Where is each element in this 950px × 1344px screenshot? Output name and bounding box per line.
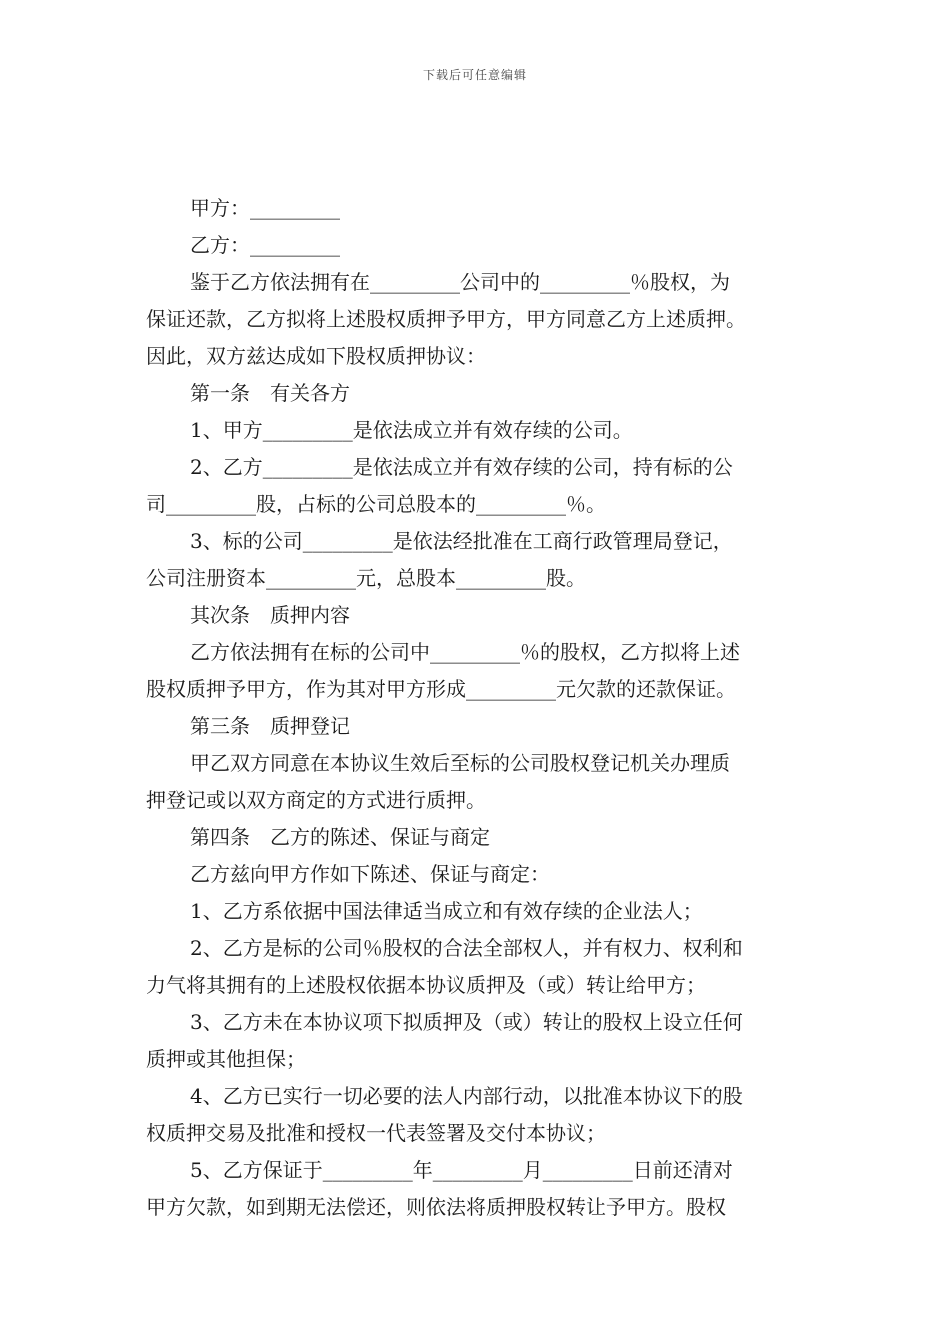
text-line: 质押或其他担保；	[146, 1047, 306, 1071]
text-line: 鉴于乙方依法拥有在_________公司中的_________％股权，为	[190, 270, 730, 294]
text-line: 乙方：_________	[190, 233, 340, 257]
text-line: 3、乙方未在本协议项下拟质押及（或）转让的股权上设立任何	[190, 1010, 743, 1034]
text-line: 1、甲方_________是依法成立并有效存续的公司。	[190, 418, 633, 442]
text-line: 权质押交易及批准和授权一代表签署及交付本协议；	[146, 1121, 606, 1145]
text-line: 乙方依法拥有在标的公司中_________％的股权，乙方拟将上述	[190, 640, 740, 664]
text-line: 2、乙方是标的公司％股权的合法全部权人，并有权力、权利和	[190, 936, 743, 960]
text-line: 司_________股，占标的公司总股本的_________％。	[146, 492, 606, 516]
text-line: 押登记或以双方商定的方式进行质押。	[146, 788, 486, 812]
text-line: 甲方：_________	[190, 196, 340, 220]
text-line: 3、标的公司_________是依法经批准在工商行政管理局登记，	[190, 529, 733, 553]
page-header: 下载后可任意编辑	[422, 68, 527, 82]
text-line: 第三条 质押登记	[190, 714, 350, 738]
text-line: 第一条 有关各方	[190, 381, 350, 405]
text-line: 保证还款，乙方拟将上述股权质押予甲方，甲方同意乙方上述质押。	[146, 307, 746, 331]
text-line: 甲方欠款，如到期无法偿还，则依法将质押股权转让予甲方。股权	[146, 1195, 726, 1219]
text-line: 甲乙双方同意在本协议生效后至标的公司股权登记机关办理质	[190, 751, 730, 775]
text-line: 4、乙方已实行一切必要的法人内部行动，以批准本协议下的股	[190, 1084, 743, 1108]
text-line: 第四条 乙方的陈述、保证与商定	[190, 825, 490, 849]
text-line: 力气将其拥有的上述股权依据本协议质押及（或）转让给甲方；	[146, 973, 706, 997]
text-line: 1、乙方系依据中国法律适当成立和有效存续的企业法人；	[190, 899, 703, 923]
text-line: 因此，双方兹达成如下股权质押协议：	[146, 344, 486, 368]
text-line: 2、乙方_________是依法成立并有效存续的公司，持有标的公	[190, 455, 733, 479]
text-line: 其次条 质押内容	[190, 603, 350, 627]
text-line: 公司注册资本_________元，总股本_________股。	[146, 566, 586, 590]
text-line: 股权质押予甲方，作为其对甲方形成_________元欠款的还款保证。	[146, 677, 736, 701]
document-body	[146, 190, 810, 1226]
text-line: 5、乙方保证于_________年_________月_________日前还清对	[190, 1158, 733, 1182]
text-line: 乙方兹向甲方作如下陈述、保证与商定：	[190, 862, 550, 886]
